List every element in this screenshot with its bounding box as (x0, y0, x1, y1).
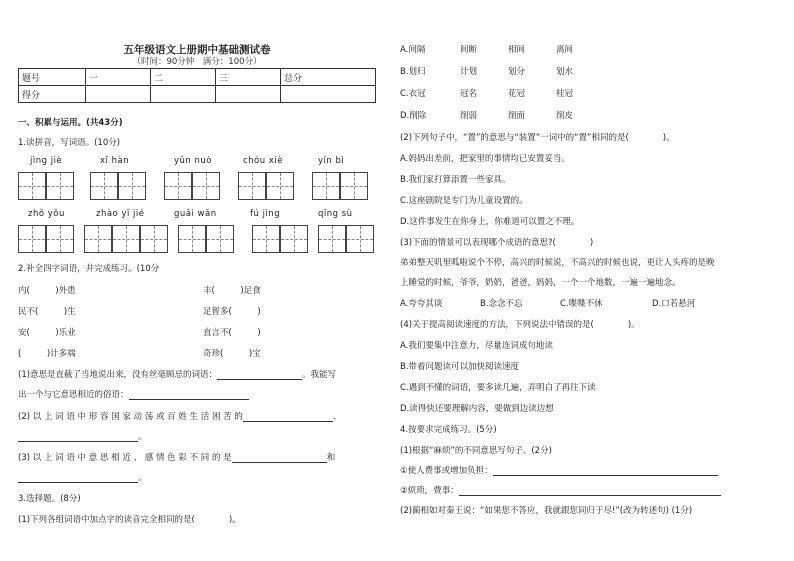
option-word: 离间 (556, 45, 574, 55)
question-1: 1.读拼音，写词语。(10分) (18, 138, 121, 148)
pinyin: yín bì (318, 156, 345, 166)
option-a-label: A.间隔 (400, 45, 426, 55)
score-header-cell: 一 (86, 69, 151, 86)
option-c-label: C.衣冠 (400, 89, 426, 99)
score-header-cell: 题号 (19, 69, 86, 86)
score-cell[interactable] (216, 86, 281, 103)
option-text: B.我们家打算添置一些家具。 (400, 175, 511, 185)
question-4: 4.按要求完成练习。(5分) (400, 425, 497, 435)
writing-box[interactable] (18, 225, 46, 253)
answer-line (400, 484, 721, 496)
writing-box[interactable] (206, 225, 234, 253)
score-header-cell: 三 (216, 69, 281, 86)
writing-grid-row (18, 225, 376, 253)
exercise-2-line (18, 410, 341, 422)
pinyin: qīng sù (318, 209, 353, 219)
writing-box[interactable] (140, 225, 168, 253)
answer-blank[interactable] (18, 431, 138, 442)
question-2: 2.补全四字词语，并完成练习。(10分 (18, 264, 160, 274)
writing-box[interactable] (112, 225, 140, 253)
writing-box[interactable] (90, 172, 118, 200)
page-subtitle: （时间：90分钟 满分：100分） (132, 57, 262, 67)
writing-box[interactable] (312, 172, 340, 200)
pinyin: jìng jiè (30, 156, 63, 166)
idiom-item: 丰( )足食 (203, 286, 261, 296)
question-4-2: (2)蔺相如对秦王说：“如果您不答应，我就跟您同归于尽!”(改为转述句) (1分) (400, 506, 693, 516)
option-text: C.遇到不懂的词语，要多读几遍，弄明白了再往下读 (400, 383, 596, 393)
writing-box[interactable] (346, 225, 374, 253)
pinyin: guǎi wǎn (174, 209, 217, 219)
pinyin: zhǒ yǒu (28, 209, 65, 219)
page-title: 五年级语文上册期中基础测试卷 (123, 44, 271, 56)
question-3-4: (4)关于提高阅读速度的方法，下列说法中错误的是( )。 (400, 320, 640, 330)
answer-prompt: ②烦琐，费事： (400, 486, 459, 496)
option-text: A.夸夸其谈 (400, 299, 443, 309)
option-text: C.这座剧院是专门为儿童设置的。 (400, 196, 528, 206)
exercise-2-line-2: 。 (18, 430, 147, 442)
exercise-3-tail: 和 (326, 453, 336, 463)
pinyin: fú jìng (250, 209, 281, 219)
option-word: 冠名 (460, 89, 478, 99)
score-header-cell: 总分 (281, 69, 376, 86)
score-cell[interactable] (281, 86, 376, 103)
idiom-item: 奇珍( )宝 (203, 349, 261, 359)
answer-blank[interactable] (493, 465, 718, 476)
writing-box[interactable] (84, 225, 112, 253)
option-word: 间断 (460, 45, 478, 55)
option-word: 削皮 (556, 111, 574, 121)
option-text: D.这件事发生在你身上，你难道可以置之不理。 (400, 217, 580, 227)
option-word: 划水 (556, 67, 574, 77)
pinyin: yǔn nuò (174, 156, 212, 166)
score-cell[interactable] (151, 86, 216, 103)
question-3-3: (3)下面的情景可以表现哪个成语的意思?( ) (400, 238, 594, 248)
writing-box[interactable] (192, 172, 220, 200)
exercise-1-line (18, 368, 336, 380)
idiom-item: 安( )乐业 (18, 328, 76, 338)
exercise-1-line-2 (18, 388, 249, 400)
option-b-label: B.划归 (400, 67, 426, 77)
exercise-1-tail: 。我能写 (302, 370, 337, 380)
exercise-1-text-2: 出一个与它意思相近的俗语： (18, 390, 129, 400)
writing-box[interactable] (18, 172, 46, 200)
score-row-label: 得分 (19, 86, 86, 103)
answer-line (400, 464, 718, 476)
option-word: 削弱 (460, 111, 478, 121)
writing-box[interactable] (280, 225, 308, 253)
score-header-cell: 二 (151, 69, 216, 86)
pinyin: xī hàn (100, 156, 130, 166)
writing-box[interactable] (164, 172, 192, 200)
option-d-label: D.削除 (400, 111, 427, 121)
option-word: 花冠 (508, 89, 526, 99)
answer-prompt: ①使人费事或增加负担： (400, 466, 493, 476)
option-word: 桂冠 (556, 89, 574, 99)
option-text: A.妈妈出差前，把家里的事情均已安置妥当。 (400, 154, 570, 164)
writing-grid-row (18, 172, 376, 200)
writing-box[interactable] (46, 225, 74, 253)
option-text: B.念念不忘 (480, 299, 523, 309)
option-text: D.读得快还要理解内容，要做到边读边想 (400, 404, 554, 414)
pinyin: chóu xiè (243, 156, 283, 166)
idiom-item: 直言不( ) (203, 328, 261, 338)
question-3: 3.选择题。(8分) (18, 494, 81, 504)
exercise-3-line (18, 451, 335, 463)
score-cell[interactable] (86, 86, 151, 103)
question-3-1: (1)下列各组词语中加点字的读音完全相同的是( )。 (18, 515, 241, 525)
writing-box[interactable] (178, 225, 206, 253)
exercise-1-text: (1)意思是直截了当地说出来，没有丝毫顾忌的词语： (18, 370, 218, 380)
option-word: 计划 (460, 67, 478, 77)
writing-box[interactable] (266, 172, 294, 200)
question-4-1: (1)根据“麻烦”的不同意思写句子。(2分) (400, 446, 552, 456)
option-text: B.带着问题读可以加快阅读速度 (400, 362, 520, 372)
answer-blank[interactable] (129, 389, 249, 400)
writing-box[interactable] (252, 225, 280, 253)
answer-blank[interactable] (243, 411, 333, 422)
answer-blank[interactable] (459, 485, 721, 496)
idiom-item: 内( )外患 (18, 286, 76, 296)
section-heading: 一、积累与运用。(共43分) (18, 118, 123, 128)
answer-blank[interactable] (232, 452, 327, 463)
answer-blank[interactable] (18, 472, 138, 483)
passage-line: 上睡觉的时候，爷爷，奶奶，爸爸，妈妈，一个一个地数，一遍一遍地念。 (400, 278, 681, 288)
option-word: 削面 (508, 111, 526, 121)
writing-box[interactable] (118, 172, 146, 200)
pinyin-row (18, 156, 376, 168)
pinyin-row (18, 209, 376, 221)
option-text: C.喋喋不休 (560, 299, 603, 309)
writing-box[interactable] (46, 172, 74, 200)
exercise-2-text: (2) 以 上 词 语 中 形 容 国 家 动 荡 或 百 姓 生 活 困 苦 的 (18, 412, 243, 422)
writing-box[interactable] (318, 225, 346, 253)
passage-line: 弟弟整天叽里呱啦说个不停，高兴的时候说，不高兴的时候也说，更让人头疼的是晚 (400, 258, 715, 268)
option-text: D.口若悬河 (652, 299, 696, 309)
writing-box[interactable] (340, 172, 368, 200)
writing-box[interactable] (238, 172, 266, 200)
score-table (18, 68, 376, 103)
option-word: 相间 (508, 45, 526, 55)
exercise-3-line-2: 。 (18, 471, 147, 483)
exercise-2-tail: 、 (332, 412, 342, 422)
idiom-item: ( )计多端 (18, 349, 76, 359)
option-text: A.我们要集中注意力，尽量连词成句地读 (400, 341, 553, 351)
idiom-item: 民不( )生 (18, 307, 76, 317)
question-3-2: (2)下列句子中，“置”的意思与“装置”一词中的“置”相同的是( )。 (400, 133, 675, 143)
exercise-3-text: (3) 以 上 词 语 中 意 思 相 近 、 感 情 色 彩 不 同 的 是 (18, 453, 232, 463)
pinyin: zhào yī jié (96, 209, 145, 219)
option-word: 划分 (508, 67, 526, 77)
answer-blank[interactable] (217, 369, 302, 380)
idiom-item: 足智多( ) (203, 307, 261, 317)
